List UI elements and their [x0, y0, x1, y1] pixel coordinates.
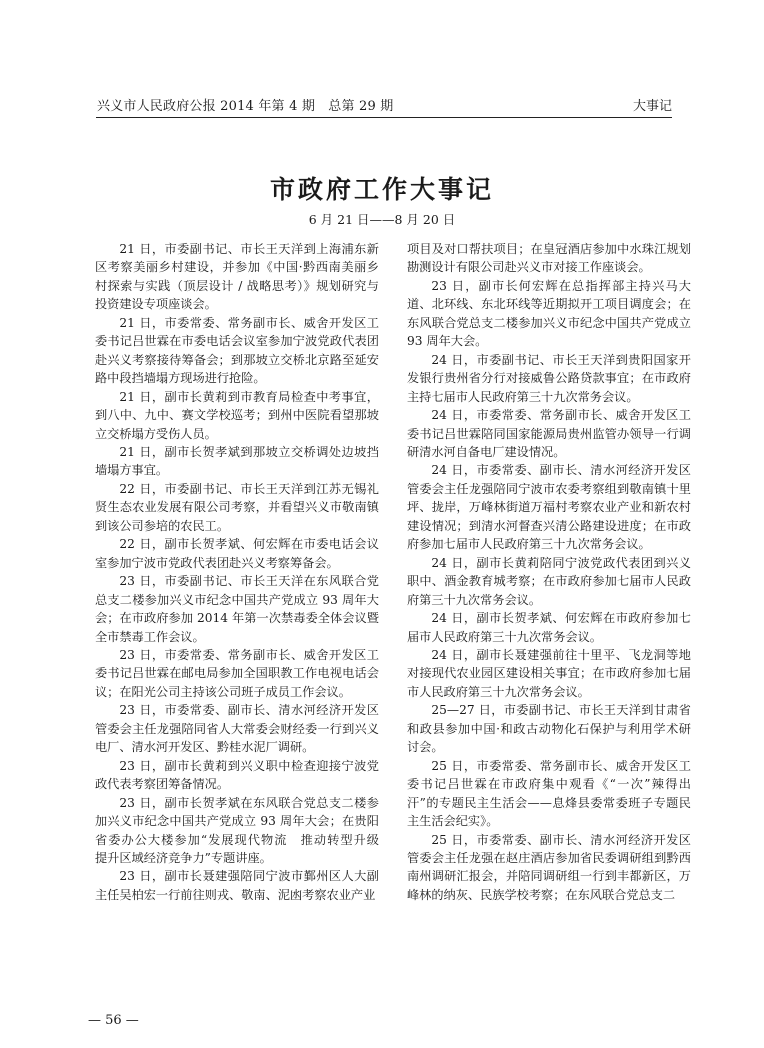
entry-paragraph: 25—27 日，市委副书记、市长王天洋到甘肃省和政县参加中国·和政古动物化石保护与利用学术研讨会。 [407, 703, 691, 755]
entry-paragraph: 23 日，市委副书记、市长王天洋在东风联合党总支二楼参加兴义市纪念中国共产党成立 93 周年大会；在市政府参加 2014 年第一次禁毒委全体会议暨全市禁毒工作会议。 [95, 574, 379, 644]
right-column [407, 240, 691, 904]
entry-paragraph: 21 日，副市长贺孝斌到那坡立交桥调处边坡挡墙塌方事宜。 [95, 444, 379, 478]
header-divider [96, 117, 672, 118]
entry-paragraph: 21 日，市委副书记、市长王天洋到上海浦东新区考察美丽乡村建设，并参加《中国·黔西南美丽乡村探索与实践（顶层设计 / 战略思考）》规划研究与投资建设专项座谈会。 [95, 242, 379, 312]
entry-paragraph: 25 日，市委常委、副市长、清水河经济开发区管委会主任龙强在赵庄酒店参加省民委调研组到黔西南州调研汇报会，并陪同调研组一行到丰都新区，万峰林的纳灰、民族学校考察；在东风联合党总支二 [407, 832, 691, 902]
page-title: 市政府工作大事记 [269, 175, 494, 204]
entry-paragraph: 23 日，副市长贺孝斌在东风联合党总支二楼参加兴义市纪念中国共产党成立 93 周年大会；在贵阳省委办公大楼参加“发展现代物流 推动转型升级 提升区域经济竞争力”专题讲座。 [95, 795, 392, 865]
entry-paragraph: 23 日，副市长何宏辉在总指挥部主持兴马大道、北环线、东北环线等近期拟开工项目调度会；在东风联合党总支二楼参加兴义市纪念中国共产党成立 93 周年大会。 [407, 278, 691, 349]
entry-paragraph: 22 日，市委副书记、市长王天洋到江苏无锡礼贤生态农业发展有限公司考察，并看望兴义市敬南镇到该公司参培的农民工。 [95, 481, 379, 533]
entry-paragraph: 25 日，市委常委、常务副市长、威舍开发区工委书记吕世霖在市政府集中观看《“一次”辣得出汗”的专题民主生活会——息烽县委常委班子专题民主生活会纪实》。 [407, 758, 691, 829]
entry-paragraph: 24 日，副市长贺孝斌、何宏辉在市政府参加七届市人民政府第三十九次常务会议。 [407, 611, 691, 644]
entry-paragraph: 21 日，市委常委、常务副市长、威舍开发区工委书记吕世霖在市委电话会议室参加宁波党政代表团赴兴义考察接待筹备会；到那坡立交桥北京路至延安路中段挡墙塌方现场进行抢险。 [95, 315, 379, 386]
entry-paragraph: 24 日，市委常委、常务副市长、威舍开发区工委书记吕世霖陪同国家能源局贵州监管办领导一行调研清水河自备电厂建设情况。 [407, 408, 691, 459]
entry-paragraph: 23 日，副市长聂建强陪同宁波市鄞州区人大副主任吴柏宏一行前往则戎、敬南、泥凼考察农业产业 [95, 869, 379, 902]
entry-paragraph: 23 日，市委常委、副市长、清水河经济开发区管委会主任龙强陪同省人大常委会财经委一行到兴义电厂、清水河开发区、黔桂水泥厂调研。 [95, 703, 379, 755]
entry-paragraph: 22 日，副市长贺孝斌、何宏辉在市委电话会议室参加宁波市党政代表团赴兴义考察筹备会。 [95, 537, 379, 570]
entry-paragraph: 24 日，市委常委、副市长、清水河经济开发区管委会主任龙强陪同宁波市农委考察组到敬南镇十里坪、拢岸，万峰林街道万福村考察农业产业和新农村建设情况；到清水河督查兴清公路建设进度；在市政府参加七届市人民政府第三十九次常务会议。 [407, 463, 691, 552]
entry-paragraph: 21 日，副市长黄莉到市教育局检查中考事宜，到八中、九中、赛文学校巡考；到州中医院看望那坡立交桥塌方受伤人员。 [95, 389, 379, 441]
date-range: 6 月 21 日——8 月 20 日 [308, 212, 456, 227]
entry-paragraph: 24 日，副市长黄莉陪同宁波党政代表团到兴义职中、酒金教育城考察；在市政府参加七届市人民政府第三十九次常务会议。 [407, 555, 691, 607]
entry-paragraph: 24 日，市委副书记、市长王天洋到贵阳国家开发银行贵州省分行对接威鲁公路贷款事宜；在市政府主持七届市人民政府第三十九次常务会议。 [407, 352, 691, 404]
header-publication: 兴义市人民政府公报 2014 年第 4 期 总第 29 期 [97, 99, 394, 114]
entry-paragraph: 24 日，副市长聂建强前往十里平、飞龙洞等地对接现代农业园区建设相关事宜；在市政府参加七届市人民政府第三十九次常务会议。 [407, 647, 691, 699]
entry-paragraph: 23 日，市委常委、常务副市长、威舍开发区工委书记吕世霖在邮电局参加全国职教工作电视电话会议；在阳光公司主持该公司班子成员工作会议。 [95, 647, 379, 699]
entry-paragraph-continued: 项目及对口帮扶项目；在皇冠酒店参加中水珠江规划勘测设计有限公司赴兴义市对接工作座谈会。 [407, 242, 691, 275]
header-section: 大事记 [632, 99, 672, 114]
left-column [95, 240, 392, 904]
page-number: — 56 — [88, 1013, 139, 1028]
entry-paragraph: 23 日，副市长黄莉到兴义职中检查迎接宁波党政代表考察团筹备情况。 [95, 758, 379, 792]
